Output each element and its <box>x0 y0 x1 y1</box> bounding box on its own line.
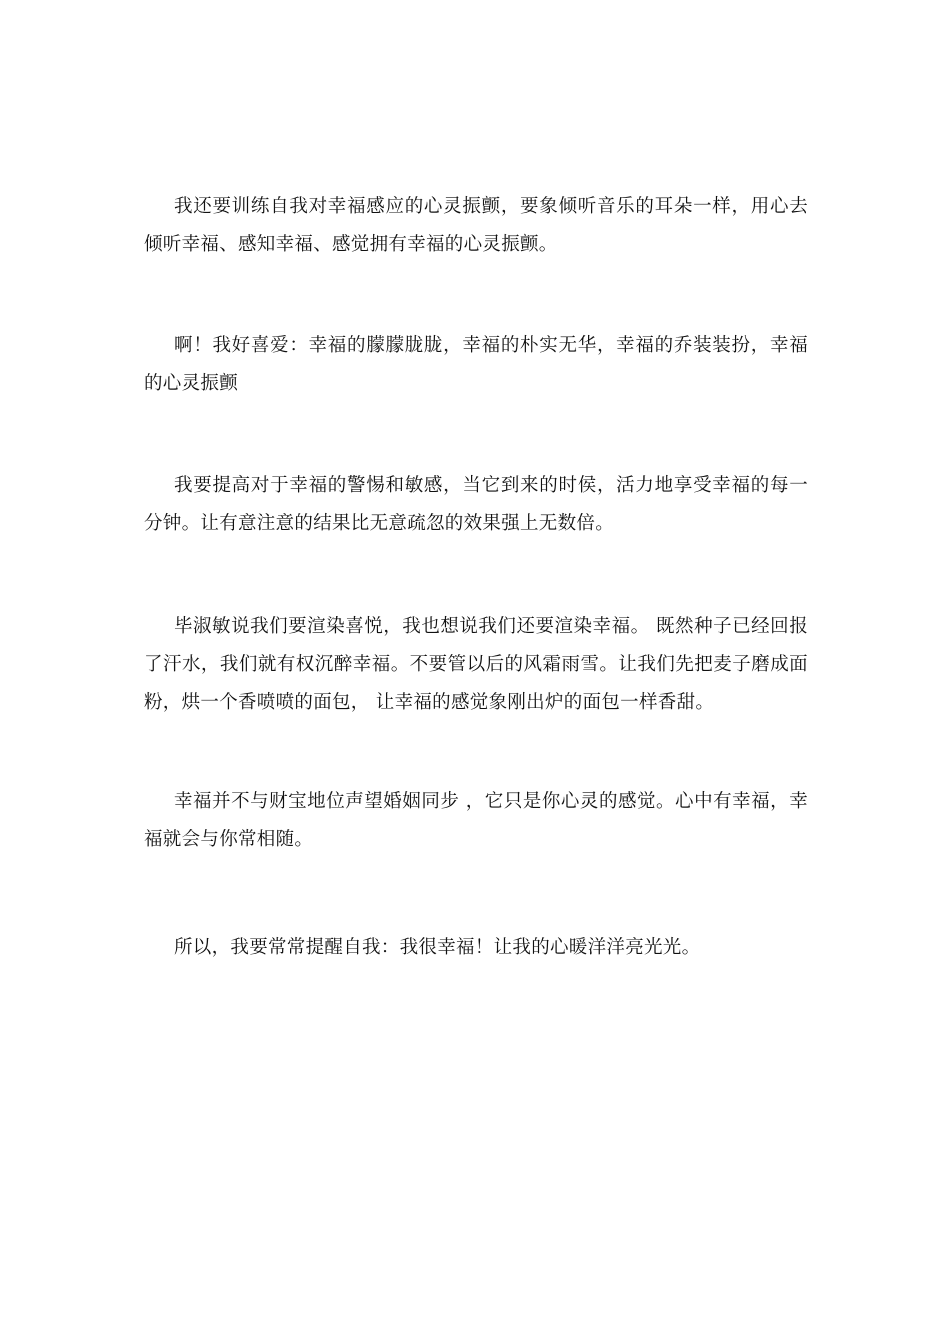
paragraph-4: 毕淑敏说我们要渲染喜悦，我也想说我们还要渲染幸福。 既然种子已经回报了汗水，我们就有权沉醉幸福。不要管以后的风霜雨雪。让我们先把麦子磨成面粉，烘一个香喷喷的面包， 让幸福的感觉象刚出炉的面包一样香甜。 <box>144 616 808 713</box>
paragraph-1: 我还要训练自我对幸福感应的心灵振颤，要象倾听音乐的耳朵一样，用心去倾听幸福、感知幸福、感觉拥有幸福的心灵振颤。 <box>144 196 808 255</box>
paragraph-6: 所以，我要常常提醒自我：我很幸福！让我的心暖洋洋亮光光。 <box>174 937 701 958</box>
paragraph-2: 啊！我好喜爱：幸福的朦朦胧胧，幸福的朴实无华，幸福的乔装装扮，幸福的心灵振颤 <box>144 335 808 394</box>
paragraph-3: 我要提高对于幸福的警惕和敏感，当它到来的时侯，活力地享受幸福的每一分钟。让有意注意的结果比无意疏忽的效果强上无数倍。 <box>144 475 808 534</box>
paragraph-5: 幸福并不与财宝地位声望婚姻同步 ，它只是你心灵的感觉。心中有幸福，幸福就会与你常相随。 <box>144 791 808 850</box>
